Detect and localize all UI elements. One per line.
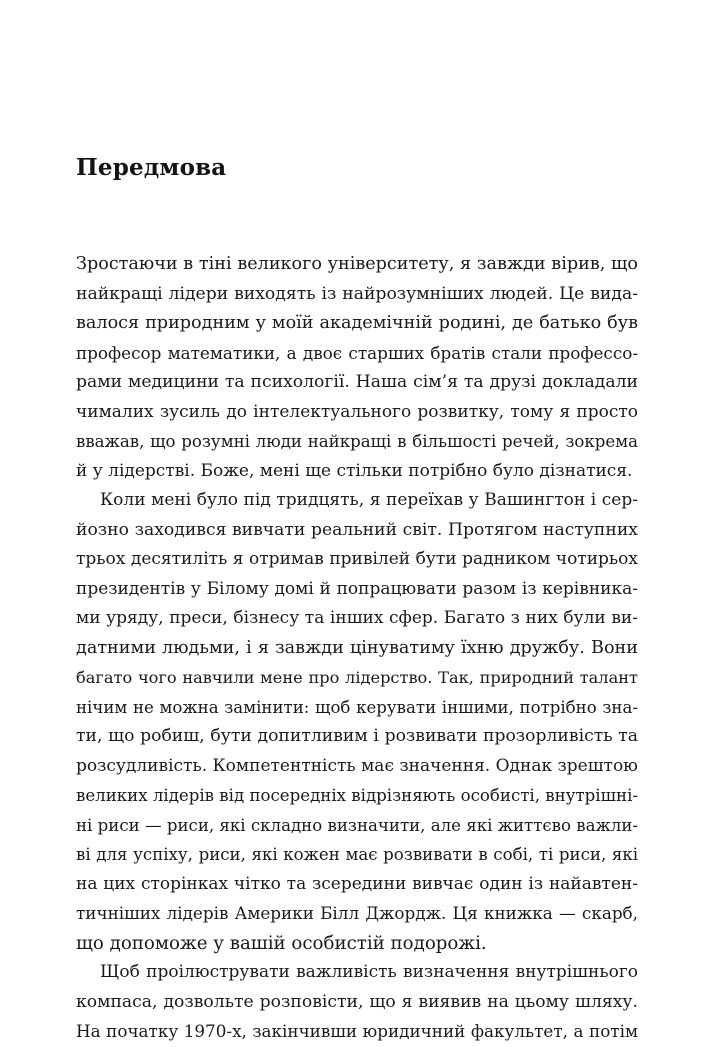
text-line-15: багато чого навчили мене про лідерство. Так, природний талант — [76, 668, 638, 687]
text-line-12: президентів у Білому домі й попрацювати разом із керівника- — [76, 578, 638, 599]
text-line-18: розсудливість. Компетентність має значення. Однак зрештою — [76, 755, 638, 776]
text-line-21: ві для успіху, риси, які кожен має розвивати в собі, ті риси, які — [76, 845, 638, 864]
text-line-5: рами медицини та психології. Наша сім’я та друзі докладали — [76, 372, 638, 392]
text-line-26: компаса, дозвольте розповісти, що я виявив на цьому шляху. — [76, 991, 638, 1012]
text-line-19: великих лідерів від посередніх відрізняють особисті, внутрішні- — [76, 786, 638, 805]
text-line-3: валося природним у моїй академічній родині, де батько був — [76, 313, 638, 333]
text-line-11: трьох десятиліть я отримав привілей бути радником чотирьох — [76, 549, 638, 569]
text-line-23: тичніших лідерів Америки Білл Джордж. Ця книжка — скарб, — [76, 903, 638, 923]
text-line-4: професор математики, а двоє старших братів стали профессо- — [76, 342, 638, 363]
text-line-8: й у лідерстві. Боже, мені ще стільки потрібно було дізнатися. — [76, 460, 633, 481]
text-line-27: На початку 1970-х, закінчивши юридичний факультет, а потім — [76, 1021, 638, 1041]
text-line-14: датними людьми, і я завжди цінуватиму їхню дружбу. Вони — [76, 637, 638, 658]
text-line-17: ти, що робиш, бути допитливим і розвивати прозорливість та — [76, 726, 638, 746]
text-line-10: йозно заходився вивчати реальний світ. Протягом наступних — [76, 519, 638, 540]
text-line-24: що допоможе у вашій особистій подорожі. — [76, 932, 487, 954]
text-line-7: вважав, що розумні люди найкращі в більшості речей, зокрема — [76, 432, 638, 451]
chapter-heading: Передмова — [76, 154, 227, 181]
text-line-22: на цих сторінках чітко та зсередини вивчає один із найавтен- — [76, 873, 638, 894]
text-line-6: чималих зусиль до інтелектуального розвитку, тому я просто — [76, 401, 638, 422]
text-line-25: Щоб проілюструвати важливість визначення внутрішнього — [100, 962, 638, 982]
text-line-2: найкращі лідери виходять із найрозумніших людей. Це вида- — [76, 283, 638, 304]
text-line-13: ми уряду, преси, бізнесу та інших сфер. Багато з них були ви- — [76, 608, 638, 628]
text-line-16: нічим не можна замінити: щоб керувати іншими, потрібно зна- — [76, 697, 638, 717]
body-text — [76, 250, 638, 1047]
text-line-9: Коли мені було під тридцять, я переїхав у Вашингтон і сер- — [100, 490, 638, 510]
text-line-1: Зростаючи в тіні великого університету, я завжди вірив, що — [76, 254, 638, 274]
text-line-20: ні риси — риси, які складно визначити, але які життєво важли- — [76, 815, 638, 835]
